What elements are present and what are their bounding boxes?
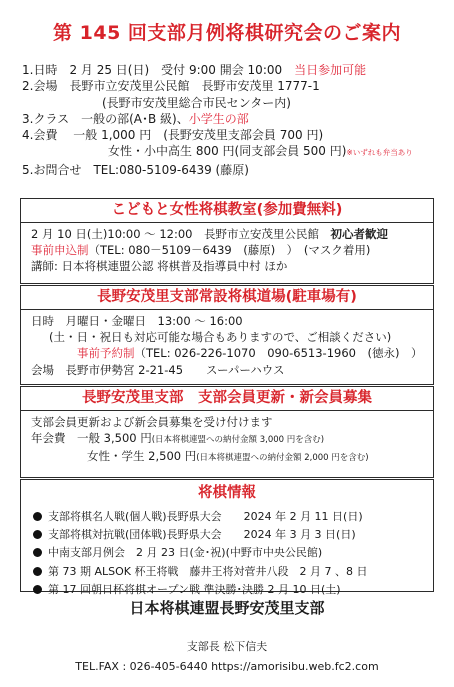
organization-name: 日本将棋連盟長野安茂里支部	[129, 599, 325, 617]
membership-desc: 支部会員更新および新会員募集を受け付けます	[31, 415, 273, 429]
list-item: 支部将棋対抗戦(団体戦)長野県大会 2024 年 3 月 3 日(日)	[33, 526, 427, 544]
kids-women-class-box	[20, 198, 434, 284]
bullet-icon	[33, 530, 42, 539]
dojo-reservation-required: 事前予約制	[77, 346, 135, 361]
shogi-info-list	[20, 506, 434, 596]
membership-fee-general: 年会費 一般 3,500 円(日本将棋連盟への納付金額 3,000 円を含む)	[31, 431, 325, 446]
bullet-icon	[33, 512, 42, 521]
branch-head: 支部長 松下信夫	[186, 640, 268, 653]
dojo-venue: 会場 長野市伊勢宮 2-21-45 スーパーハウス	[31, 362, 285, 377]
event-info	[22, 62, 442, 178]
bullet-icon	[33, 548, 42, 557]
class-instructor: 講師: 日本将棋連盟公認 将棋普及指導員中村 ほか	[31, 259, 288, 274]
dojo-title: 長野安茂里支部常設将棋道場(駐車場有)	[21, 286, 433, 310]
dojo-box	[20, 285, 434, 385]
class-schedule: 2 月 10 日(土)10:00 ～ 12:00 長野市立安茂里公民館 初心者歓迎	[31, 227, 388, 241]
shogi-info-title: 将棋情報	[198, 485, 256, 501]
reservation-required: 事前申込制	[31, 243, 89, 258]
lunch-note: ※いずれも弁当あり	[346, 148, 413, 158]
info-fee: 4.会費 一般 1,000 円 (長野安茂里支部会員 700 円)	[22, 128, 324, 143]
membership-box	[20, 386, 434, 478]
list-item: 中南支部月例会 2 月 23 日(金･祝)(中野市中央公民館)	[33, 544, 427, 562]
shogi-info-header-box	[20, 479, 434, 507]
bullet-icon	[33, 567, 42, 576]
list-item: 第 73 期 ALSOK 杯王将戦 藤井王将対菅井八段 2 月 7 、8 日	[33, 563, 427, 581]
page-title: 第 145 回支部月例将棋研究会のご案内	[53, 22, 401, 44]
info-contact: 5.お問合せ TEL:080-5109-6439 (藤原)	[22, 162, 249, 177]
info-class: 3.クラス 一般の部(A･B 級)、小学生の部	[22, 111, 249, 126]
list-item: 支部将棋名人戦(個人戦)長野県大会 2024 年 2 月 11 日(日)	[33, 508, 427, 526]
dojo-reservation: 事前予約制（TEL: 026-226-1070 090-6513-1960 (徳永) ）	[77, 346, 423, 361]
info-fee-women: 女性・小中高生 800 円(同支部会員 500 円)※いずれも弁当あり	[108, 144, 413, 159]
contact-info: TEL.FAX : 026-405-6440 https://amorisibu.web.fc2.com	[75, 660, 379, 673]
beginners-welcome: 初心者歓迎	[330, 227, 388, 241]
elementary-division: 小学生の部	[188, 111, 249, 126]
list-item: 第 17 回朝日杯将棋オープン戦 準決勝･決勝 2 月 10 日(土)	[33, 581, 427, 599]
dojo-weekend-note: (土・日・祝日も対応可能な場合もありますので、ご相談ください)	[49, 330, 392, 345]
info-venue: 2.会場 長野市立安茂里公民館 長野市安茂里 1777-1	[22, 79, 320, 94]
class-reservation: 事前申込制（TEL: 080－5109－6439 (藤原) ） (マスク着用)	[31, 243, 371, 258]
bullet-icon	[33, 585, 42, 594]
dojo-schedule: 日時 月曜日・金曜日 13:00 ～ 16:00	[31, 314, 243, 328]
same-day-note: 当日参加可能	[294, 63, 367, 77]
info-venue-sub: (長野市安茂里総合市民センター内)	[102, 95, 291, 110]
membership-fee-women: 女性・学生 2,500 円(日本将棋連盟への納付金額 2,000 円を含む)	[87, 449, 369, 464]
kids-women-class-title: こどもと女性将棋教室(参加費無料)	[21, 199, 433, 223]
info-date: 1.日時 2 月 25 日(日) 受付 9:00 開会 10:00 当日参加可能	[22, 63, 367, 77]
membership-title: 長野安茂里支部 支部会員更新・新会員募集	[21, 387, 433, 411]
